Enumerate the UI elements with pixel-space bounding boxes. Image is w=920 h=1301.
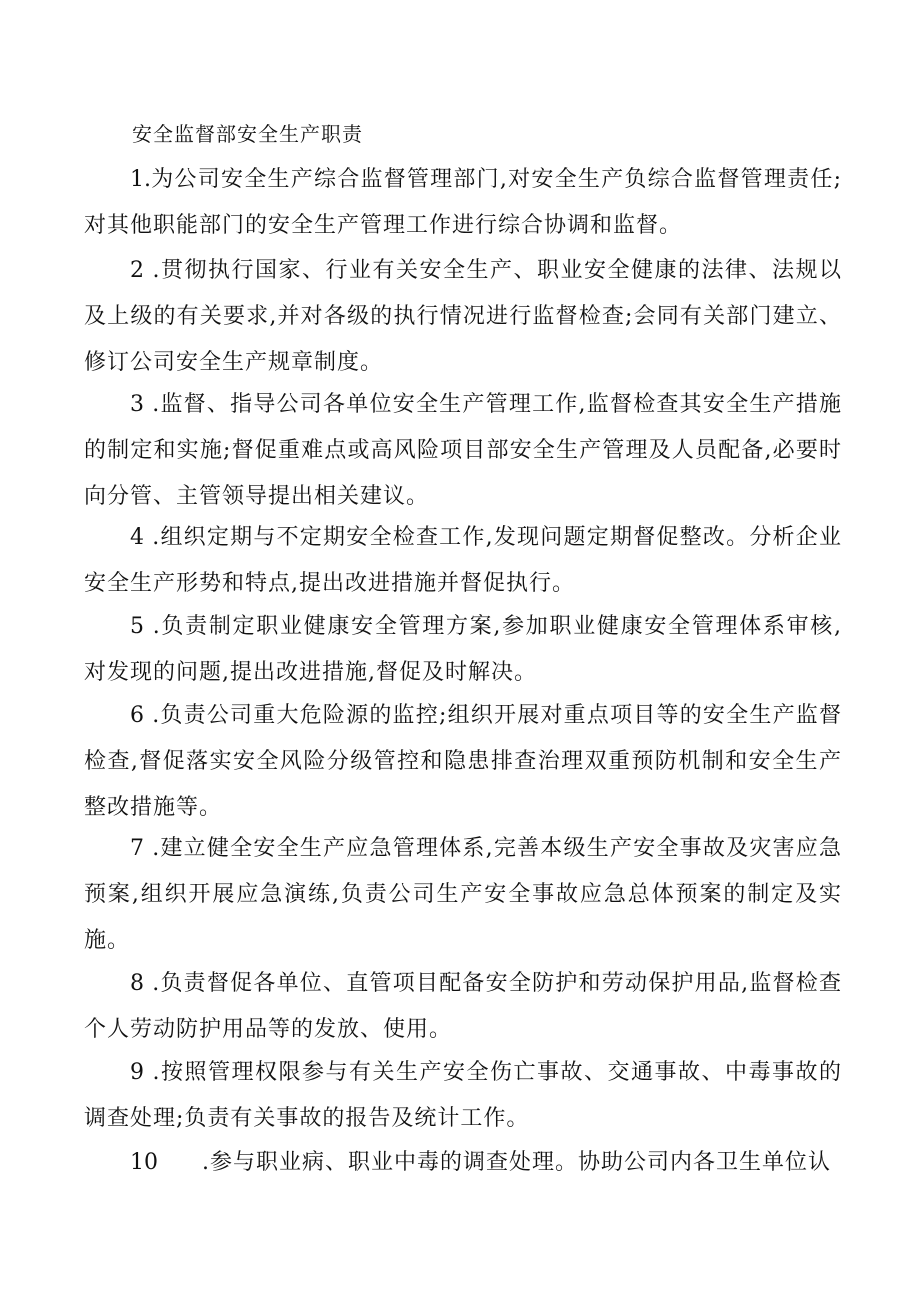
paragraph-text: .负责督促各单位、直管项目配备安全防护和劳动保护用品,监督检查个人劳动防护用品等的发放、使用。 — [84, 971, 842, 1042]
paragraph-text: 为公司安全生产综合监督管理部门,对安全生产负综合监督管理责任;对其他职能部门的安全生产管理工作进行综合协调和监督。 — [84, 167, 842, 238]
paragraph-number: 6 — [130, 703, 144, 728]
paragraph-number: 7 — [130, 836, 144, 861]
paragraph-5 — [84, 604, 842, 696]
paragraph-number: 1. — [130, 167, 151, 192]
paragraph-text: .监督、指导公司各单位安全生产管理工作,监督检查其安全生产措施的制定和实施;督促重难点或高风险项目部安全生产管理及人员配备,必要时向分管、主管领导提出相关建议。 — [84, 392, 842, 509]
document-title: 安全监督部安全生产职责 — [132, 122, 363, 146]
paragraph-text: .组织定期与不定期安全检查工作,发现问题定期督促整改。分析企业安全生产形势和特点,提出改进措施并督促执行。 — [84, 525, 842, 596]
paragraph-number: 9 — [130, 1060, 144, 1085]
paragraph-text: .负责公司重大危险源的监控;组织开展对重点项目等的安全生产监督检查,督促落实安全风险分级管控和隐患排查治理双重预防机制和安全生产整改措施等。 — [84, 703, 842, 820]
paragraph-text: .贯彻执行国家、行业有关安全生产、职业安全健康的法律、法规以及上级的有关要求,并对各级的执行情况进行监督检查;会同有关部门建立、修订公司安全生产规章制度。 — [84, 258, 842, 375]
paragraph-2 — [84, 248, 842, 386]
paragraph-number: 5 — [130, 614, 144, 639]
paragraph-1 — [84, 157, 842, 249]
paragraph-7 — [84, 826, 842, 964]
paragraph-3 — [84, 382, 842, 520]
paragraph-text: .建立健全安全生产应急管理体系,完善本级生产安全事故及灾害应急预案,组织开展应急演练,负责公司生产安全事故应急总体预案的制定及实施。 — [84, 836, 842, 953]
paragraph-8 — [84, 961, 842, 1053]
paragraph-10 — [84, 1140, 842, 1186]
paragraph-text: .按照管理权限参与有关生产安全伤亡事故、交通事故、中毒事故的调查处理;负责有关事故的报告及统计工作。 — [84, 1060, 842, 1131]
paragraph-number: 10 — [130, 1150, 158, 1175]
paragraph-number: 2 — [130, 258, 144, 283]
paragraph-9 — [84, 1050, 842, 1142]
paragraph-number: 8 — [130, 971, 144, 996]
paragraph-text: .负责制定职业健康安全管理方案,参加职业健康安全管理体系审核,对发现的问题,提出改进措施,督促及时解决。 — [84, 614, 843, 685]
paragraph-6 — [84, 693, 842, 831]
paragraph-number: 3 — [130, 392, 144, 417]
paragraph-number: 4 — [130, 525, 144, 550]
paragraph-4 — [84, 515, 842, 607]
paragraph-text: .参与职业病、职业中毒的调查处理。协助公司内各卫生单位认 — [202, 1150, 831, 1175]
